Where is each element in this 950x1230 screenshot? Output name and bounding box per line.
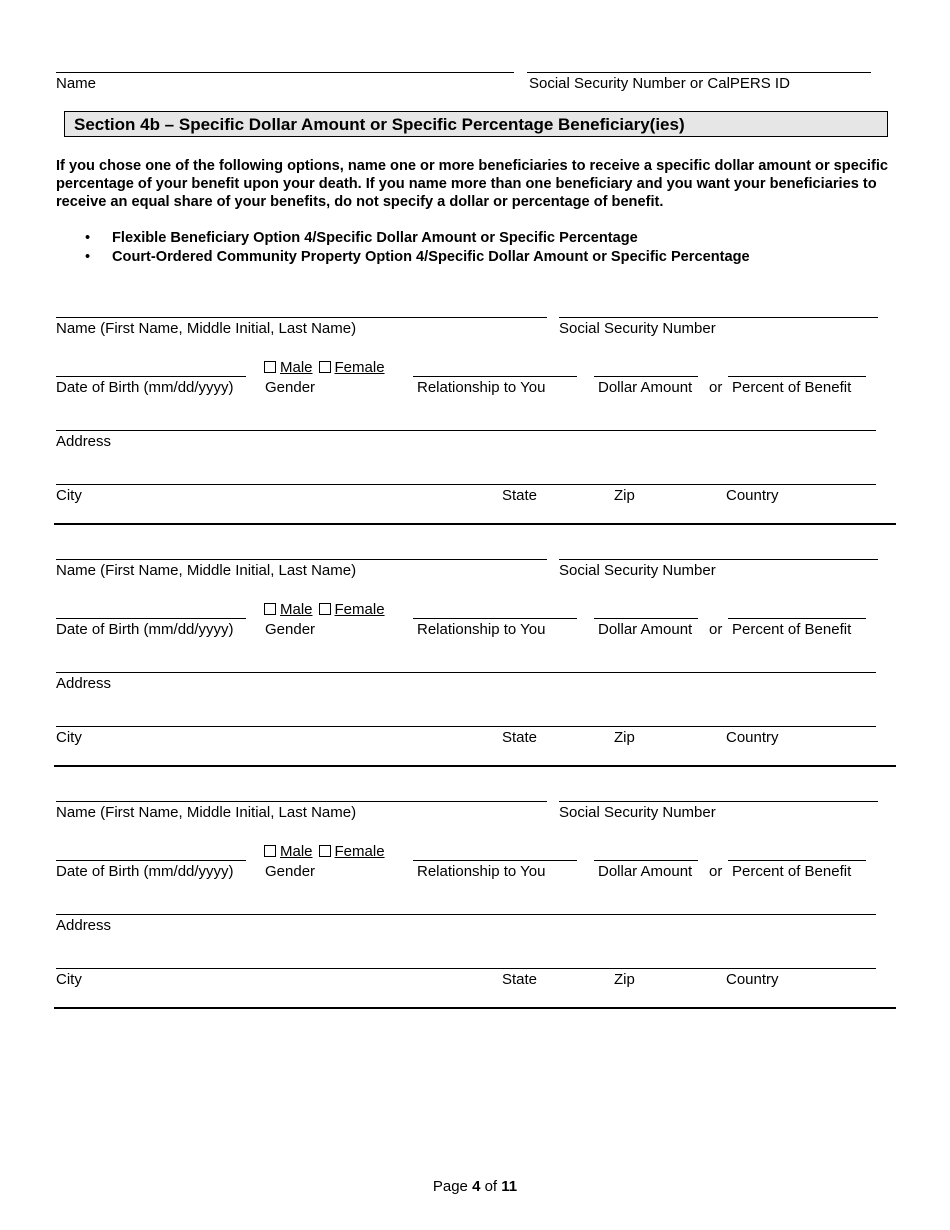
percent-benefit-field[interactable] xyxy=(728,618,866,619)
relationship-label: Relationship to You xyxy=(417,863,546,880)
gender-label: Gender xyxy=(265,621,316,638)
relationship-field[interactable] xyxy=(413,376,577,377)
address-label: Address xyxy=(56,917,112,934)
relationship-field[interactable] xyxy=(413,618,577,619)
dollar-amount-label: Dollar Amount xyxy=(598,379,693,396)
percent-benefit-label: Percent of Benefit xyxy=(732,621,852,638)
or-label: or xyxy=(709,379,723,396)
country-label: Country xyxy=(726,971,779,988)
page-total: 11 xyxy=(501,1178,518,1195)
female-label: Female xyxy=(334,601,385,618)
beneficiary-ssn-field[interactable] xyxy=(559,317,878,318)
dob-field[interactable] xyxy=(56,618,246,619)
zip-label: Zip xyxy=(614,487,635,504)
section-header-box xyxy=(64,111,888,137)
name-field-line[interactable] xyxy=(56,72,514,73)
beneficiary-ssn-label: Social Security Number xyxy=(559,320,716,337)
option-item: • Court-Ordered Community Property Option 4/Specific Dollar Amount or Specific Percentage xyxy=(56,248,891,267)
dollar-amount-field[interactable] xyxy=(594,376,698,377)
page-of: of xyxy=(484,1178,498,1195)
beneficiary-ssn-field[interactable] xyxy=(559,801,878,802)
ssn-calpers-field-line[interactable] xyxy=(527,72,871,73)
block-divider xyxy=(54,1007,896,1009)
dob-label: Date of Birth (mm/dd/yyyy) xyxy=(56,863,234,880)
beneficiary-name-field[interactable] xyxy=(56,801,547,802)
address-label: Address xyxy=(56,433,112,450)
percent-benefit-label: Percent of Benefit xyxy=(732,379,852,396)
relationship-label: Relationship to You xyxy=(417,379,546,396)
page-number xyxy=(0,1178,950,1195)
city-state-zip-country-field[interactable] xyxy=(56,968,876,969)
percent-benefit-label: Percent of Benefit xyxy=(732,863,852,880)
percent-benefit-field[interactable] xyxy=(728,376,866,377)
city-state-zip-country-field[interactable] xyxy=(56,484,876,485)
state-label: State xyxy=(502,971,538,988)
address-field[interactable] xyxy=(56,672,876,673)
option-list xyxy=(56,229,891,267)
address-label: Address xyxy=(56,675,112,692)
state-label: State xyxy=(502,487,538,504)
dollar-amount-label: Dollar Amount xyxy=(598,863,693,880)
female-label: Female xyxy=(334,359,385,376)
city-state-zip-country-field[interactable] xyxy=(56,726,876,727)
or-label: or xyxy=(709,863,723,880)
dob-label: Date of Birth (mm/dd/yyyy) xyxy=(56,379,234,396)
beneficiary-name-label: Name (First Name, Middle Initial, Last Name) xyxy=(56,320,357,337)
zip-label: Zip xyxy=(614,729,635,746)
beneficiary-ssn-label: Social Security Number xyxy=(559,562,716,579)
option-item: • Flexible Beneficiary Option 4/Specific Dollar Amount or Specific Percentage xyxy=(56,229,891,248)
city-label: City xyxy=(56,971,82,988)
male-label: Male xyxy=(280,601,313,618)
female-checkbox[interactable] xyxy=(319,845,331,857)
dob-field[interactable] xyxy=(56,860,246,861)
page-current: 4 xyxy=(472,1178,481,1195)
address-field[interactable] xyxy=(56,914,876,915)
block-divider xyxy=(54,523,896,525)
city-label: City xyxy=(56,487,82,504)
section-title: Section 4b – Specific Dollar Amount or Specific Percentage Beneficiary(ies) xyxy=(74,115,685,134)
beneficiary-name-field[interactable] xyxy=(56,559,547,560)
gender-label: Gender xyxy=(265,379,316,396)
page-prefix: Page xyxy=(432,1178,468,1195)
gender-options xyxy=(264,601,385,619)
dollar-amount-field[interactable] xyxy=(594,618,698,619)
female-label: Female xyxy=(334,843,385,860)
beneficiary-ssn-field[interactable] xyxy=(559,559,878,560)
ssn-calpers-label: Social Security Number or CalPERS ID xyxy=(529,75,790,92)
female-checkbox[interactable] xyxy=(319,603,331,615)
beneficiary-name-label: Name (First Name, Middle Initial, Last Name) xyxy=(56,804,357,821)
female-checkbox[interactable] xyxy=(319,361,331,373)
male-label: Male xyxy=(280,843,313,860)
gender-options xyxy=(264,843,385,861)
beneficiary-name-field[interactable] xyxy=(56,317,547,318)
address-field[interactable] xyxy=(56,430,876,431)
state-label: State xyxy=(502,729,538,746)
beneficiary-name-label: Name (First Name, Middle Initial, Last Name) xyxy=(56,562,357,579)
male-checkbox[interactable] xyxy=(264,845,276,857)
or-label: or xyxy=(709,621,723,638)
dob-label: Date of Birth (mm/dd/yyyy) xyxy=(56,621,234,638)
male-checkbox[interactable] xyxy=(264,361,276,373)
dollar-amount-label: Dollar Amount xyxy=(598,621,693,638)
male-label: Male xyxy=(280,359,313,376)
zip-label: Zip xyxy=(614,971,635,988)
beneficiary-ssn-label: Social Security Number xyxy=(559,804,716,821)
section-intro: If you chose one of the following options, name one or more beneficiaries to receive a specific dollar amount or specific percentage of your benefit upon your death. If you name more than one beneficiary and you want your beneficiaries to receive an equal share of your benefits, do not specify a dollar or percentage of benefit. xyxy=(56,158,889,210)
relationship-field[interactable] xyxy=(413,860,577,861)
country-label: Country xyxy=(726,487,779,504)
gender-options xyxy=(264,359,385,377)
percent-benefit-field[interactable] xyxy=(728,860,866,861)
name-label: Name xyxy=(56,75,97,92)
male-checkbox[interactable] xyxy=(264,603,276,615)
block-divider xyxy=(54,765,896,767)
gender-label: Gender xyxy=(265,863,316,880)
city-label: City xyxy=(56,729,82,746)
relationship-label: Relationship to You xyxy=(417,621,546,638)
country-label: Country xyxy=(726,729,779,746)
dollar-amount-field[interactable] xyxy=(594,860,698,861)
dob-field[interactable] xyxy=(56,376,246,377)
